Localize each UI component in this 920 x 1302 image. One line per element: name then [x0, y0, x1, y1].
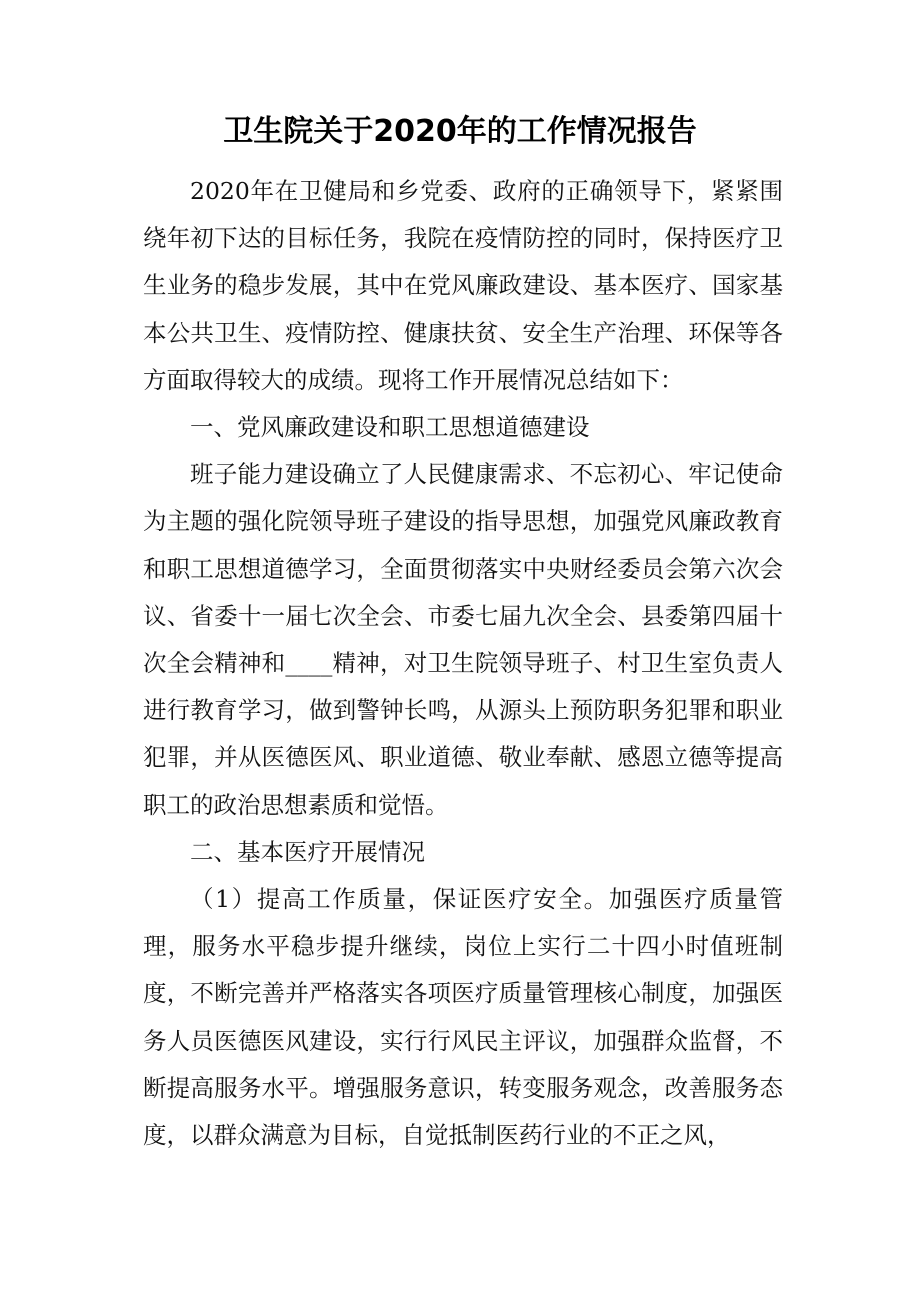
- paragraph-medical-quality: （1）提高工作质量，保证医疗安全。加强医疗质量管理，服务水平稳步提升继续，岗位上实行二十四小时值班制度，不断完善并严格落实各项医疗质量管理核心制度，加强医务人员医德医风建设，实行行风民主评议，加强群众监督，不断提高服务水平。增强服务意识，转变服务观念，改善服务态度，以群众满意为目标，自觉抵制医药行业的不正之风，: [143, 885, 783, 1150]
- paragraph-party-building: 班子能力建设确立了人民健康需求、不忘初心、牢记使命为主题的强化院领导班子建设的指导思想，加强党风廉政教育和职工思想道德学习，全面贯彻落实中央财经委员会第六次会议、省委十一届七次全会、市委七届九次全会、县委第四届十次全会精神和____精神，对卫生院领导班子、村卫生室负责人进行教育学习，做到警钟长鸣，从源头上预防职务犯罪和职业犯罪，并从医德医风、职业道德、敬业奉献、感恩立德等提高职工的政治思想素质和觉悟。: [143, 460, 783, 819]
- section-heading-2: 二、基本医疗开展情况: [190, 837, 425, 866]
- document-body: [143, 168, 783, 1159]
- paragraph-intro: 2020年在卫健局和乡党委、政府的正确领导下，紧紧围绕年初下达的目标任务，我院在疫情防控的同时，保持医疗卫生业务的稳步发展，其中在党风廉政建设、基本医疗、国家基本公共卫生、疫情防控、健康扶贫、安全生产治理、环保等各方面取得较大的成绩。现将工作开展情况总结如下：: [143, 177, 783, 394]
- document-title: 卫生院关于2020年的工作情况报告: [223, 114, 697, 149]
- section-heading-1: 一、党风廉政建设和职工思想道德建设: [190, 413, 590, 442]
